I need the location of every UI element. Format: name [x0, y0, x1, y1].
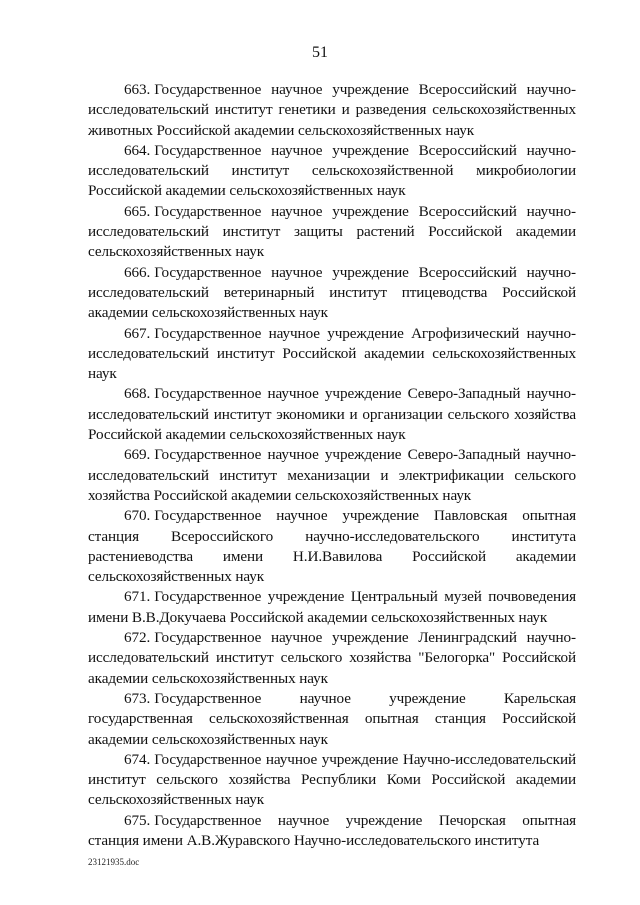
entry-text: Государственное научное учреждение Ленинградский научно-исследовательский институт сельского хозяйства "Белогорка" Российской академии сельскохозяйственных наук	[88, 629, 576, 687]
list-item-663	[88, 80, 576, 141]
entry-number: 671.	[124, 588, 151, 606]
list-item-671	[88, 587, 576, 628]
entry-number: 673.	[124, 689, 151, 707]
entry-number: 664.	[124, 141, 151, 159]
entry-number: 668.	[124, 385, 151, 403]
list-item-668	[88, 384, 576, 445]
entry-text: Государственное учреждение Центральный музей почвоведения имени В.В.Докучаева Российской академии сельскохозяйственных наук	[88, 588, 576, 626]
entry-text: Государственное научное учреждение Павловская опытная станция Всероссийского научно-исследовательского института растениеводства имени Н.И.Вавилова Российской академии сельскохозяйственных наук	[88, 507, 576, 586]
list-item-670	[88, 506, 576, 587]
entry-number: 663.	[124, 81, 151, 98]
list-item-673	[88, 689, 576, 750]
entry-text: Государственное научное учреждение Всероссийский научно-исследовательский институт генетики и разведения сельскохозяйственных животных Российской академии сельскохозяйственных наук	[88, 81, 576, 139]
entry-text: Государственное научное учреждение Всероссийский научно-исследовательский ветеринарный институт птицеводства Российской академии сельскохозяйственных наук	[88, 263, 576, 322]
document-footer: 23121935.doc	[88, 857, 140, 867]
entry-number: 667.	[124, 324, 151, 342]
entry-list	[88, 80, 576, 851]
entry-number: 670.	[124, 507, 151, 525]
entry-number: 666.	[124, 263, 151, 281]
page-number: 51	[312, 44, 328, 61]
entry-text: Государственное научное учреждение Научно-исследовательский институт сельского хозяйства Республики Коми Российской академии сельскохозяйственных наук	[88, 750, 576, 809]
entry-text: Государственное научное учреждение Карельская государственная сельскохозяйственная опытная станция Российской академии сельскохозяйственных наук	[88, 689, 576, 748]
list-item-666	[88, 263, 576, 324]
list-item-667	[88, 324, 576, 385]
entry-number: 665.	[124, 202, 151, 220]
entry-number: 674.	[124, 750, 151, 768]
list-item-675	[88, 811, 576, 852]
list-item-665	[88, 202, 576, 263]
entry-text: Государственное научное учреждение Северо-Западный научно-исследовательский институт механизации и электрификации сельского хозяйства Российской академии сельскохозяйственных наук	[88, 446, 576, 504]
entry-text: Государственное научное учреждение Всероссийский научно-исследовательский институт сельскохозяйственной микробиологии Российской академии сельскохозяйственных наук	[88, 141, 576, 200]
entry-text: Государственное научное учреждение Печорская опытная станция имени А.В.Журавского Научно-исследовательского института	[88, 811, 576, 849]
entry-number: 669.	[124, 446, 151, 464]
list-item-669	[88, 445, 576, 506]
list-item-672	[88, 628, 576, 689]
list-item-664	[88, 141, 576, 202]
entry-text: Государственное научное учреждение Агрофизический научно-исследовательский институт Российской академии сельскохозяйственных наук	[88, 324, 576, 383]
entry-number: 675.	[124, 811, 151, 829]
entry-number: 672.	[124, 629, 151, 647]
entry-text: Государственное научное учреждение Северо-Западный научно-исследовательский институт экономики и организации сельского хозяйства Российской академии сельскохозяйственных наук	[88, 385, 576, 444]
list-item-674	[88, 750, 576, 811]
entry-text: Государственное научное учреждение Всероссийский научно-исследовательский институт защиты растений Российской академии сельскохозяйственных наук	[88, 202, 576, 261]
